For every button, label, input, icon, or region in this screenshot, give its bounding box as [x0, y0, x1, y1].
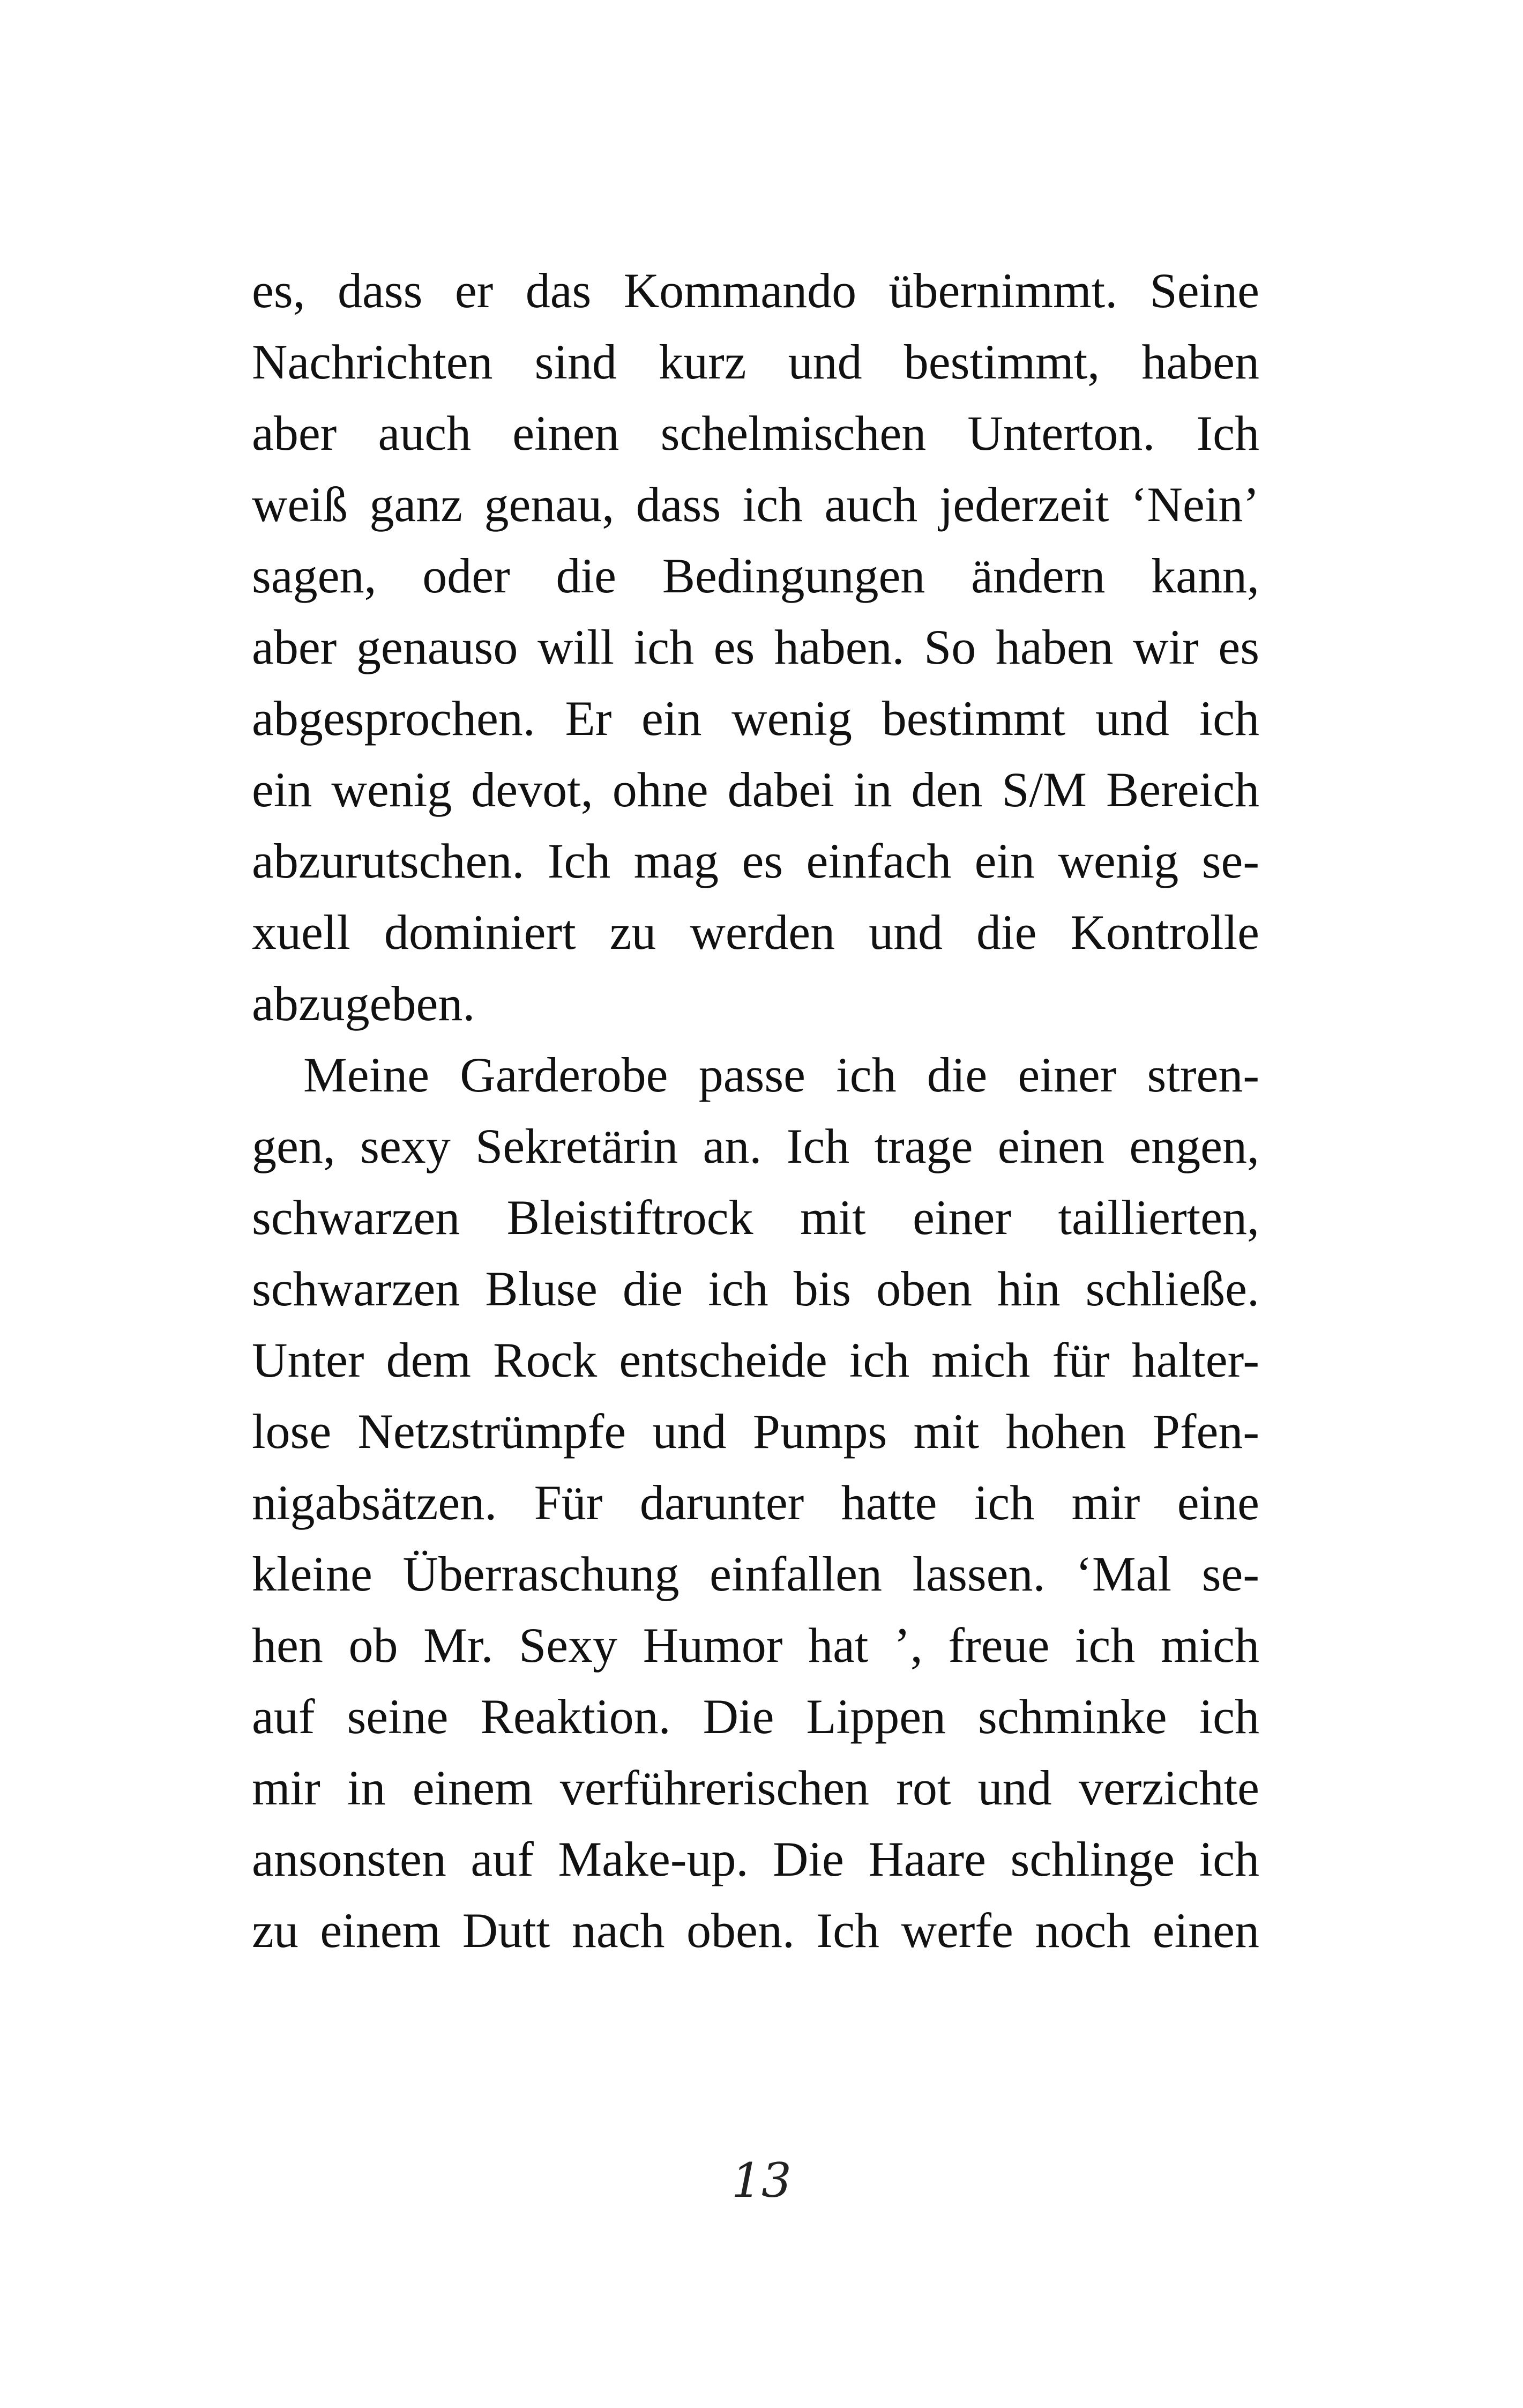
text-line: Nachrichten sind kurz und bestimmt, haben — [252, 335, 1259, 389]
text-line: sagen, oder die Bedingungen ändern kann, — [252, 548, 1259, 603]
text-line: schwarzen Bluse die ich bis oben hin schließe. — [252, 1261, 1259, 1316]
paragraph-2 — [252, 1039, 1259, 1966]
page-number: 13 — [731, 2153, 792, 2208]
text-line: schwarzen Bleistiftrock mit einer taillierten, — [252, 1190, 1259, 1245]
text-line: auf seine Reaktion. Die Lippen schminke ich — [252, 1689, 1259, 1744]
text-line: lose Netzstrümpfe und Pumps mit hohen Pfen- — [252, 1404, 1259, 1459]
text-line: Unter dem Rock entscheide ich mich für halter- — [252, 1333, 1259, 1387]
text-line: es, dass er das Kommando übernimmt. Seine — [252, 263, 1259, 318]
paragraph-1 — [252, 255, 1259, 1039]
text-line: ein wenig devot, ohne dabei in den S/M Bereich — [252, 762, 1259, 817]
body-text — [252, 255, 1259, 1966]
text-line: abzugeben. — [252, 976, 475, 1031]
text-line: gen, sexy Sekretärin an. Ich trage einen engen, — [252, 1119, 1259, 1173]
text-line: aber auch einen schelmischen Unterton. Ich — [252, 406, 1259, 460]
text-line: ansonsten auf Make-up. Die Haare schlinge ich — [252, 1832, 1259, 1886]
text-line: abzurutschen. Ich mag es einfach ein wenig se- — [252, 834, 1259, 888]
text-line: zu einem Dutt nach oben. Ich werfe noch einen — [252, 1903, 1259, 1958]
text-line: mir in einem verführerischen rot und verzichte — [252, 1760, 1259, 1815]
text-line: aber genauso will ich es haben. So haben wir es — [252, 620, 1259, 674]
text-line: nigabsätzen. Für darunter hatte ich mir eine — [252, 1475, 1259, 1530]
text-line: kleine Überraschung einfallen lassen. ‘Mal se- — [252, 1547, 1259, 1601]
text-line: xuell dominiert zu werden und die Kontrolle — [252, 905, 1259, 960]
text-line: hen ob Mr. Sexy Humor hat ’, freue ich mich — [252, 1618, 1259, 1673]
text-line: weiß ganz genau, dass ich auch jederzeit ‘Nein’ — [252, 477, 1259, 532]
text-line: abgesprochen. Er ein wenig bestimmt und ich — [252, 691, 1259, 746]
text-line: Meine Garderobe passe ich die einer stren- — [303, 1047, 1259, 1102]
